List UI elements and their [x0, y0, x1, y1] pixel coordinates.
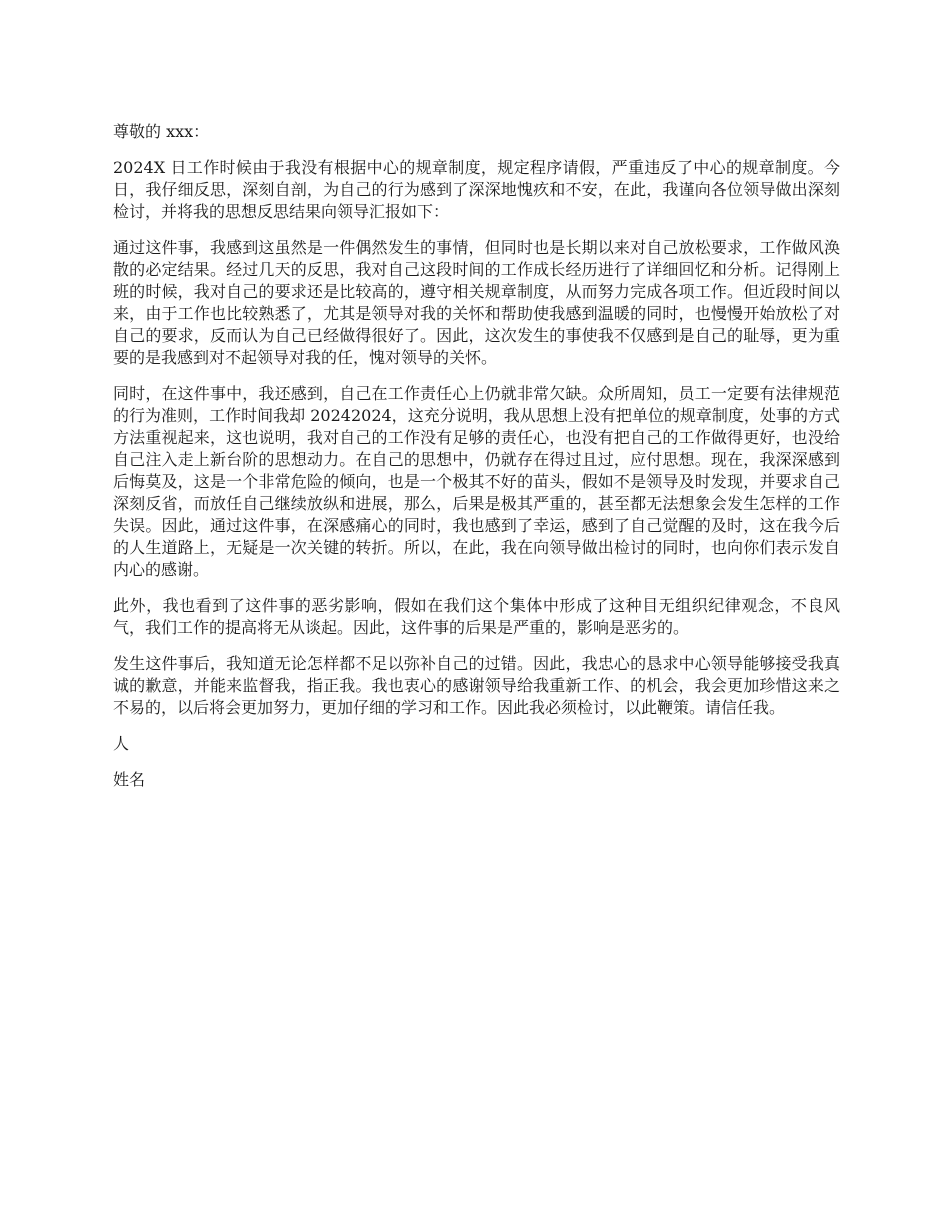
paragraph-2: 通过这件事，我感到这虽然是一件偶然发生的事情，但同时也是长期以来对自己放松要求，工作做风涣散的必定结果。经过几天的反思，我对自己这段时间的工作成长经历进行了详细回忆和分析。记得刚上班的时候，我对自己的要求还是比较高的，遵守相关规章制度，从而努力完成各项工作。但近段时间以来，由于工作也比较熟悉了，尤其是领导对我的关怀和帮助使我感到温暖的同时，也慢慢开始放松了对自己的要求，反而认为自己已经做得很好了。因此，这次发生的事使我不仅感到是自己的耻辱，更为重要的是我感到对不起领导对我的任，愧对领导的关怀。 [113, 238, 840, 367]
signature-name: 姓名 [113, 770, 146, 789]
paragraph-3: 同时，在这件事中，我还感到，自己在工作责任心上仍就非常欠缺。众所周知，员工一定要有法律规范的行为准则，工作时间我却 20242024，这充分说明，我从思想上没有把单位的规章制度，处事的方式方法重视起来，这也说明，我对自己的工作没有足够的责任心，也没有把自己的工作做得更好，也没给自己注入走上新台阶的思想动力。在自己的思想中，仍就存在得过且过，应付思想。现在，我深深感到后悔莫及，这是一个非常危险的倾向，也是一个极其不好的苗头，假如不是领导及时发现，并要求自己深刻反省，而放任自己继续放纵和进展，那么，后果是极其严重的，甚至都无法想象会发生怎样的工作失误。因此，通过这件事，在深感痛心的同时，我也感到了幸运，感到了自己觉醒的及时，这在我今后的人生道路上，无疑是一次关键的转折。所以，在此，我在向领导做出检讨的同时，也向你们表示发自内心的感谢。 [113, 384, 840, 579]
paragraph-5: 发生这件事后，我知道无论怎样都不足以弥补自己的过错。因此，我忠心的恳求中心领导能够接受我真诚的歉意，并能来监督我，指正我。我也衷心的感谢领导给我重新工作、的机会，我会更加珍惜这来之不易的，以后将会更加努力，更加仔细的学习和工作。因此我必须检讨，以此鞭策。请信任我。 [113, 654, 840, 717]
signoff: 人 [113, 734, 130, 753]
letter-body [113, 121, 840, 805]
salutation: 尊敬的 xxx： [113, 122, 210, 141]
paragraph-4: 此外，我也看到了这件事的恶劣影响，假如在我们这个集体中形成了这种目无组织纪律观念，不良风气，我们工作的提高将无从谈起。因此，这件事的后果是严重的，影响是恶劣的。 [113, 596, 840, 637]
paragraph-1: 2024X 日工作时候由于我没有根据中心的规章制度，规定程序请假，严重违反了中心的规章制度。今日，我仔细反思，深刻自剖，为自己的行为感到了深深地愧疚和不安，在此，我谨向各位领导做出深刻检讨，并将我的思想反思结果向领导汇报如下： [113, 158, 840, 221]
